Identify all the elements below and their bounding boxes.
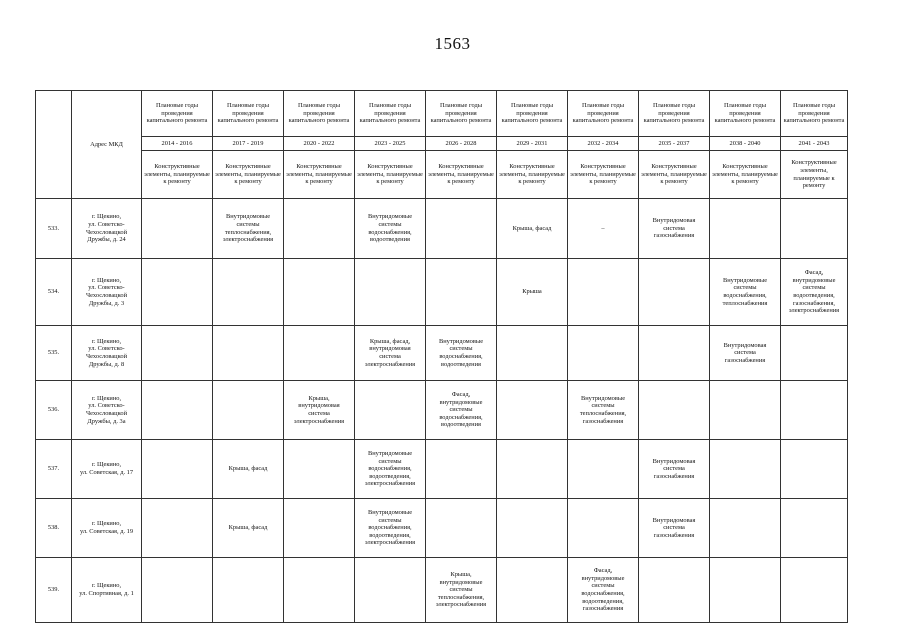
row-number: 534.: [36, 259, 72, 326]
repair-cell: [781, 326, 848, 381]
repair-cell: [355, 259, 426, 326]
elements-header: Конструктивные элементы, планируемые к ремонту: [781, 151, 848, 199]
period-header: 2026 - 2028: [426, 137, 497, 151]
repair-cell: [497, 558, 568, 623]
row-number: 539.: [36, 558, 72, 623]
repair-cell: Фасад, внутридомовые системы водоснабжения, водоотведения, газоснабжения: [568, 558, 639, 623]
planned-years-header: Плановые годы проведения капитального ремонта: [497, 91, 568, 137]
repair-cell: [284, 499, 355, 558]
repair-cell: [426, 440, 497, 499]
repair-cell: Крыша, внутридомовая система электроснабжения: [284, 381, 355, 440]
repair-cell: [639, 558, 710, 623]
address-header: Адрес МКД: [72, 91, 142, 199]
repair-cell: Крыша, фасад: [213, 440, 284, 499]
repair-cell: [781, 381, 848, 440]
repair-cell: Крыша, фасад, внутридомовая система электроснабжения: [355, 326, 426, 381]
row-address: г. Щекино, ул. Советско- Чехословацкой Дружбы, д. 24: [72, 199, 142, 259]
elements-header: Конструктивные элементы, планируемые к ремонту: [355, 151, 426, 199]
repair-cell: [142, 259, 213, 326]
row-address: г. Щекино, ул. Спортивная, д. 1: [72, 558, 142, 623]
repair-cell: [781, 440, 848, 499]
repair-cell: [710, 440, 781, 499]
elements-header: Конструктивные элементы, планируемые к ремонту: [639, 151, 710, 199]
repair-cell: [497, 326, 568, 381]
period-header: 2020 - 2022: [284, 137, 355, 151]
repair-cell: Фасад, внутридомовые системы водоотведения, газоснабжения, электроснабжения: [781, 259, 848, 326]
repair-cell: [710, 558, 781, 623]
repair-cell: [213, 326, 284, 381]
repair-cell: [213, 259, 284, 326]
row-address: г. Щекино, ул. Советско- Чехословацкой Дружбы, д. 3: [72, 259, 142, 326]
table-row: [36, 326, 848, 381]
row-address: г. Щекино, ул. Советская, д. 19: [72, 499, 142, 558]
table-row: [36, 199, 848, 259]
repair-cell: Крыша, фасад: [213, 499, 284, 558]
period-header: 2038 - 2040: [710, 137, 781, 151]
repair-cell: [568, 326, 639, 381]
repair-cell: [426, 259, 497, 326]
repair-cell: Внутридомовая система газоснабжения: [639, 440, 710, 499]
planned-years-header: Плановые годы проведения капитального ремонта: [284, 91, 355, 137]
repair-cell: [284, 259, 355, 326]
repair-cell: [355, 381, 426, 440]
elements-header: Конструктивные элементы, планируемые к ремонту: [142, 151, 213, 199]
row-address: г. Щекино, ул. Советская, д. 17: [72, 440, 142, 499]
repair-cell: [497, 381, 568, 440]
row-address: г. Щекино, ул. Советско- Чехословацкой Дружбы, д. 3а: [72, 381, 142, 440]
repair-cell: [639, 381, 710, 440]
repair-cell: Внутридомовые системы водоснабжения, водоотведения, электроснабжения: [355, 440, 426, 499]
repair-cell: [142, 199, 213, 259]
repair-cell: [284, 199, 355, 259]
elements-header: Конструктивные элементы, планируемые к ремонту: [284, 151, 355, 199]
period-header: 2029 - 2031: [497, 137, 568, 151]
row-number: 533.: [36, 199, 72, 259]
repair-cell: [639, 259, 710, 326]
table-row: [36, 558, 848, 623]
repair-cell: [497, 499, 568, 558]
repair-cell: [213, 381, 284, 440]
planned-years-header: Плановые годы проведения капитального ремонта: [568, 91, 639, 137]
repair-cell: [710, 381, 781, 440]
repair-cell: Внутридомовые системы теплоснабжения, газоснабжения: [568, 381, 639, 440]
repair-cell: [497, 440, 568, 499]
planned-years-header: Плановые годы проведения капитального ремонта: [213, 91, 284, 137]
repair-cell: [781, 199, 848, 259]
table-row: [36, 499, 848, 558]
repair-cell: [781, 499, 848, 558]
elements-header: Конструктивные элементы, планируемые к ремонту: [497, 151, 568, 199]
repair-cell: Внутридомовые системы теплоснабжения, электроснабжения: [213, 199, 284, 259]
header-row-periods: [36, 137, 848, 151]
header-row-planned-years: [36, 91, 848, 137]
header-row-elements: [36, 151, 848, 199]
header-corner: [36, 91, 72, 199]
repair-cell: Внутридомовые системы водоснабжения, водоотведения: [426, 326, 497, 381]
page-number: 1563: [434, 34, 471, 53]
period-header: 2041 - 2043: [781, 137, 848, 151]
repair-cell: [142, 381, 213, 440]
capital-repair-table: [35, 90, 848, 623]
repair-cell: [568, 440, 639, 499]
repair-cell: Внутридомовые системы водоснабжения, теплоснабжения: [710, 259, 781, 326]
repair-cell: [781, 558, 848, 623]
row-number: 536.: [36, 381, 72, 440]
row-number: 537.: [36, 440, 72, 499]
repair-cell: [284, 326, 355, 381]
repair-cell: [142, 499, 213, 558]
repair-cell: [142, 326, 213, 381]
row-address: г. Щекино, ул. Советско- Чехословацкой Дружбы, д. 8: [72, 326, 142, 381]
period-header: 2017 - 2019: [213, 137, 284, 151]
planned-years-header: Плановые годы проведения капитального ремонта: [426, 91, 497, 137]
repair-cell: [213, 558, 284, 623]
planned-years-header: Плановые годы проведения капитального ремонта: [639, 91, 710, 137]
repair-cell: Внутридомовая система газоснабжения: [710, 326, 781, 381]
repair-cell: –: [568, 199, 639, 259]
repair-cell: [710, 499, 781, 558]
planned-years-header: Плановые годы проведения капитального ремонта: [142, 91, 213, 137]
table-row: [36, 259, 848, 326]
repair-cell: Крыша, внутридомовые системы теплоснабжения, электроснабжения: [426, 558, 497, 623]
repair-cell: Фасад, внутридомовые системы водоснабжения, водоотведения: [426, 381, 497, 440]
repair-cell: [284, 440, 355, 499]
table-row: [36, 440, 848, 499]
elements-header: Конструктивные элементы, планируемые к ремонту: [568, 151, 639, 199]
repair-cell: Внутридомовые системы водоснабжения, водоотведения: [355, 199, 426, 259]
repair-cell: Крыша, фасад: [497, 199, 568, 259]
row-number: 535.: [36, 326, 72, 381]
planned-years-header: Плановые годы проведения капитального ремонта: [781, 91, 848, 137]
table-row: [36, 381, 848, 440]
planned-years-header: Плановые годы проведения капитального ремонта: [355, 91, 426, 137]
repair-cell: [568, 259, 639, 326]
repair-cell: [426, 499, 497, 558]
repair-cell: [284, 558, 355, 623]
repair-cell: Крыша: [497, 259, 568, 326]
repair-cell: [355, 558, 426, 623]
elements-header: Конструктивные элементы, планируемые к ремонту: [426, 151, 497, 199]
repair-cell: [710, 199, 781, 259]
repair-cell: Внутридомовая система газоснабжения: [639, 499, 710, 558]
repair-cell: [639, 326, 710, 381]
period-header: 2023 - 2025: [355, 137, 426, 151]
elements-header: Конструктивные элементы, планируемые к ремонту: [213, 151, 284, 199]
period-header: 2014 - 2016: [142, 137, 213, 151]
period-header: 2032 - 2034: [568, 137, 639, 151]
repair-cell: [142, 440, 213, 499]
repair-cell: Внутридомовые системы водоснабжения, водоотведения, электроснабжения: [355, 499, 426, 558]
row-number: 538.: [36, 499, 72, 558]
elements-header: Конструктивные элементы, планируемые к ремонту: [710, 151, 781, 199]
repair-cell: [426, 199, 497, 259]
period-header: 2035 - 2037: [639, 137, 710, 151]
repair-cell: Внутридомовая система газоснабжения: [639, 199, 710, 259]
repair-cell: [568, 499, 639, 558]
planned-years-header: Плановые годы проведения капитального ремонта: [710, 91, 781, 137]
repair-cell: [142, 558, 213, 623]
